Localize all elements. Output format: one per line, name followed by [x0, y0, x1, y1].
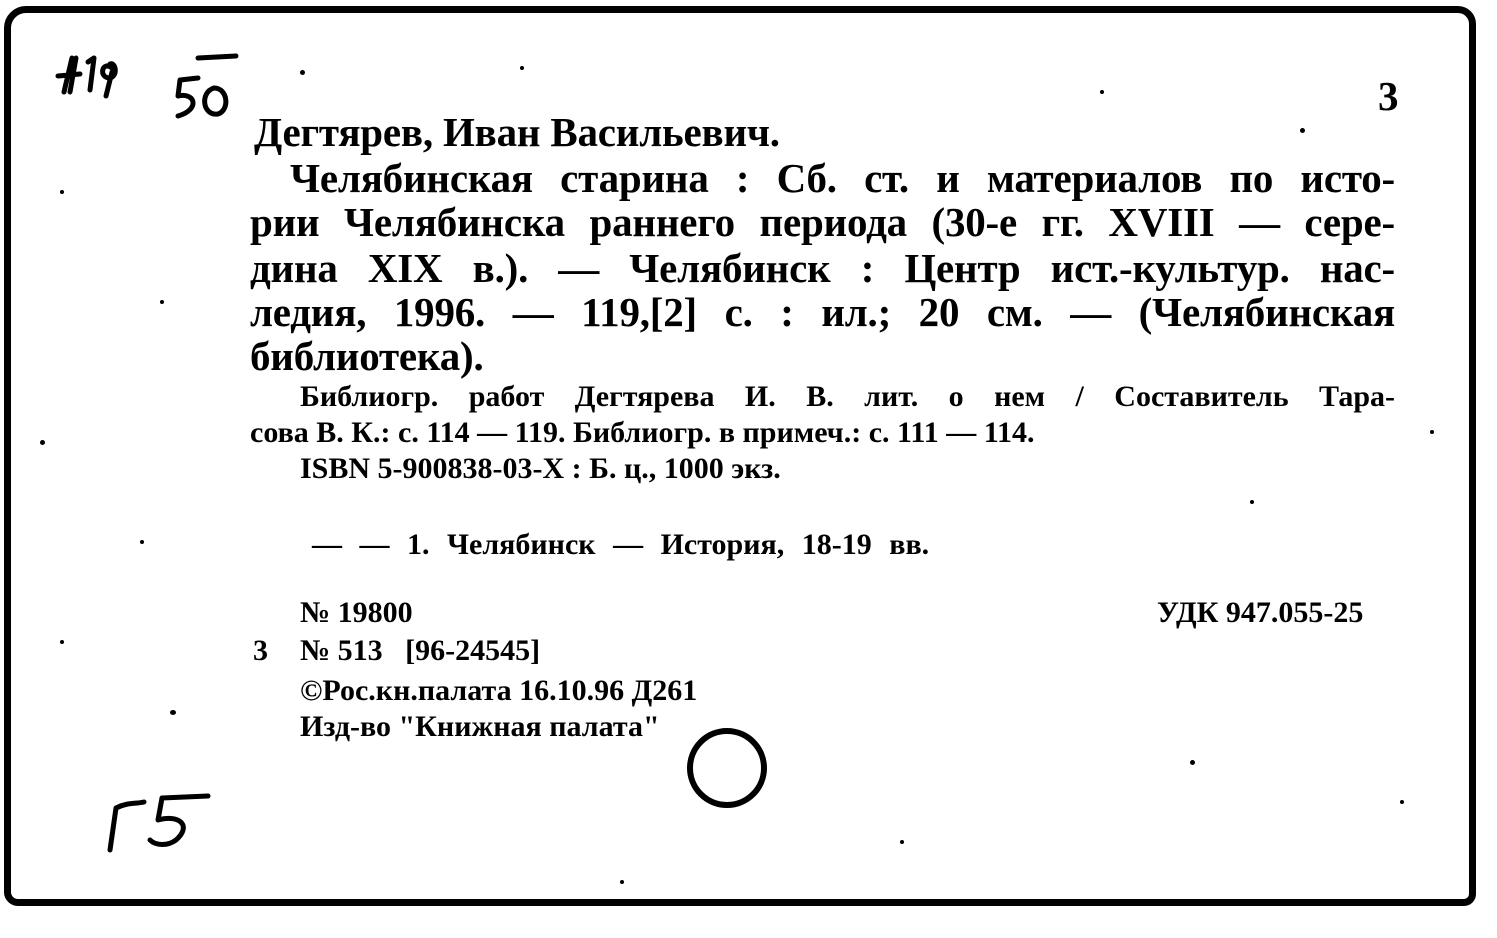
author-heading: Дегтярев, Иван Васильевич.: [254, 109, 780, 155]
record-number: № 19800: [300, 596, 413, 629]
title-line-4: ледия, 1996. — 119,[2] с. : ил.; 20 см. — (Челябинская: [250, 289, 1395, 335]
publisher-line: Изд-во "Книжная палата": [300, 710, 660, 743]
title-line-2: рии Челябинска раннего периода (30-е гг. XVIII — сере-: [250, 199, 1395, 245]
chamber-line: ©Рос.кн.палата 16.10.96 Д261: [300, 674, 698, 707]
subject-line: — — 1. Челябинск — История, 18-19 вв.: [312, 528, 930, 561]
title-line-1: Челябинская старина : Сб. ст. и материалов по исто-: [290, 155, 1395, 201]
title-line-3: дина XIX в.). — Челябинск : Центр ист.-культур. нас-: [250, 245, 1395, 291]
isbn-line: ISBN 5-900838-03-X : Б. ц., 1000 экз.: [300, 452, 781, 485]
udk-code: УДК 947.055-25: [1157, 596, 1364, 629]
notes-line-1: Библиогр. работ Дегтярева И. В. лит. о нем / Составитель Тара-: [300, 380, 1395, 413]
handwritten-shelfmark-bottom: [80, 780, 230, 860]
notes-line-2: сова В. К.: с. 114 — 119. Библиогр. в примеч.: с. 111 — 114.: [250, 416, 1035, 449]
copies-prefix: 3: [253, 634, 268, 667]
title-line-5: библиотека).: [250, 333, 484, 379]
card-number: 3: [1378, 73, 1399, 119]
punch-hole: [687, 728, 767, 808]
handwritten-shelfmark: [50, 44, 240, 144]
copy-record: № 513 [96-24545]: [300, 634, 541, 667]
